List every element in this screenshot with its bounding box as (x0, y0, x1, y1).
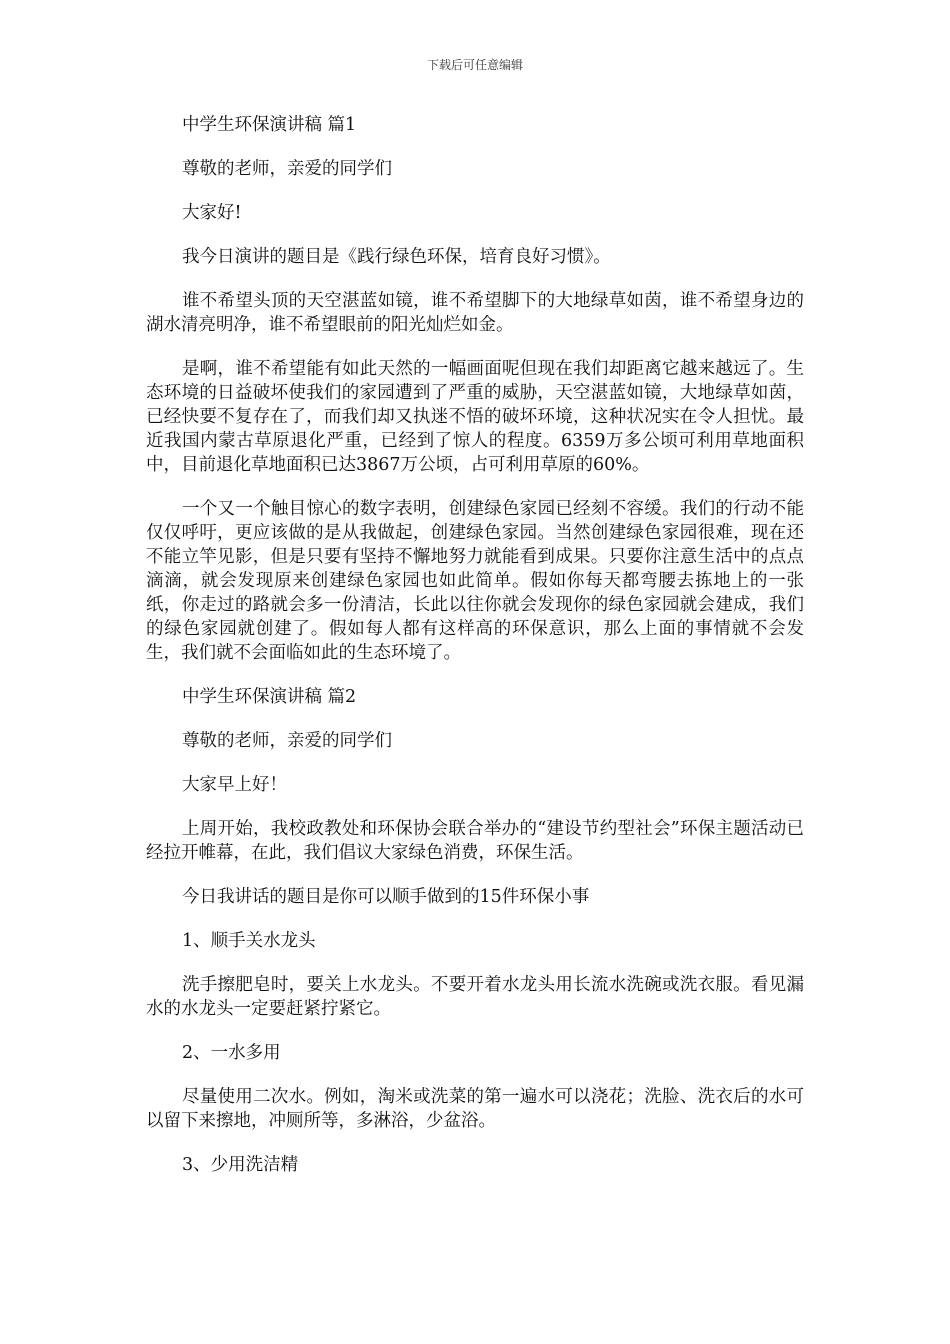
section-title-2: 中学生环保演讲稿 篇2 (182, 687, 357, 707)
section-title-1: 中学生环保演讲稿 篇1 (182, 115, 357, 135)
speech-topic: 我今日演讲的题目是《践行绿色环保，培育良好习惯》。 (182, 247, 611, 267)
salutation: 尊敬的老师，亲爱的同学们 (182, 159, 392, 179)
list-heading: 1、顺手关水龙头 (182, 931, 316, 951)
list-heading: 3、少用洗洁精 (182, 1155, 299, 1175)
paragraph: 尽量使用二次水。例如，淘米或洗菜的第一遍水可以浇花；洗脸、洗衣后的水可以留下来擦地，冲厕所等，多淋浴，少盆浴。 (146, 1087, 804, 1131)
salutation: 尊敬的老师，亲爱的同学们 (182, 731, 392, 751)
page-header: 下载后可任意编辑 (426, 58, 523, 72)
paragraph: 谁不希望头顶的天空湛蓝如镜，谁不希望脚下的大地绿草如茵，谁不希望身边的湖水清亮明净，谁不希望眼前的阳光灿烂如金。 (146, 291, 804, 335)
paragraph: 是啊，谁不希望能有如此天然的一幅画面呢但现在我们却距离它越来越远了。生态环境的日益破坏使我们的家园遭到了严重的威胁，天空湛蓝如镜，大地绿草如茵，已经快要不复存在了，而我们却又执迷不悟的破坏环境，这种状况实在令人担忧。最近我国内蒙古草原退化严重，已经到了惊人的程度。6359万多公顷可利用草地面积中，目前退化草地面积已达3867万公顷，占可利用草原的60%。 (146, 359, 804, 475)
list-heading: 2、一水多用 (182, 1043, 281, 1063)
paragraph: 上周开始，我校政教处和环保协会联合举办的“建设节约型社会”环保主题活动已经拉开帷幕，在此，我们倡议大家绿色消费，环保生活。 (146, 819, 804, 863)
speech-topic: 今日我讲话的题目是你可以顺手做到的15件环保小事 (182, 887, 590, 907)
greeting: 大家早上好！ (182, 775, 287, 795)
paragraph: 一个又一个触目惊心的数字表明，创建绿色家园已经刻不容缓。我们的行动不能仅仅呼吁，更应该做的是从我做起，创建绿色家园。当然创建绿色家园很难，现在还不能立竿见影，但是只要有坚持不懈地努力就能看到成果。只要你注意生活中的点点滴滴，就会发现原来创建绿色家园也如此简单。假如你每天都弯腰去拣地上的一张纸，你走过的路就会多一份清洁，长此以往你就会发现你的绿色家园就会建成，我们的绿色家园就创建了。假如每人都有这样高的环保意识，那么上面的事情就不会发生，我们就不会面临如此的生态环境了。 (146, 499, 804, 663)
greeting: 大家好! (182, 203, 242, 223)
paragraph: 洗手擦肥皂时，要关上水龙头。不要开着水龙头用长流水洗碗或洗衣服。看见漏水的水龙头一定要赶紧拧紧它。 (146, 975, 804, 1019)
document-body (146, 113, 804, 1197)
